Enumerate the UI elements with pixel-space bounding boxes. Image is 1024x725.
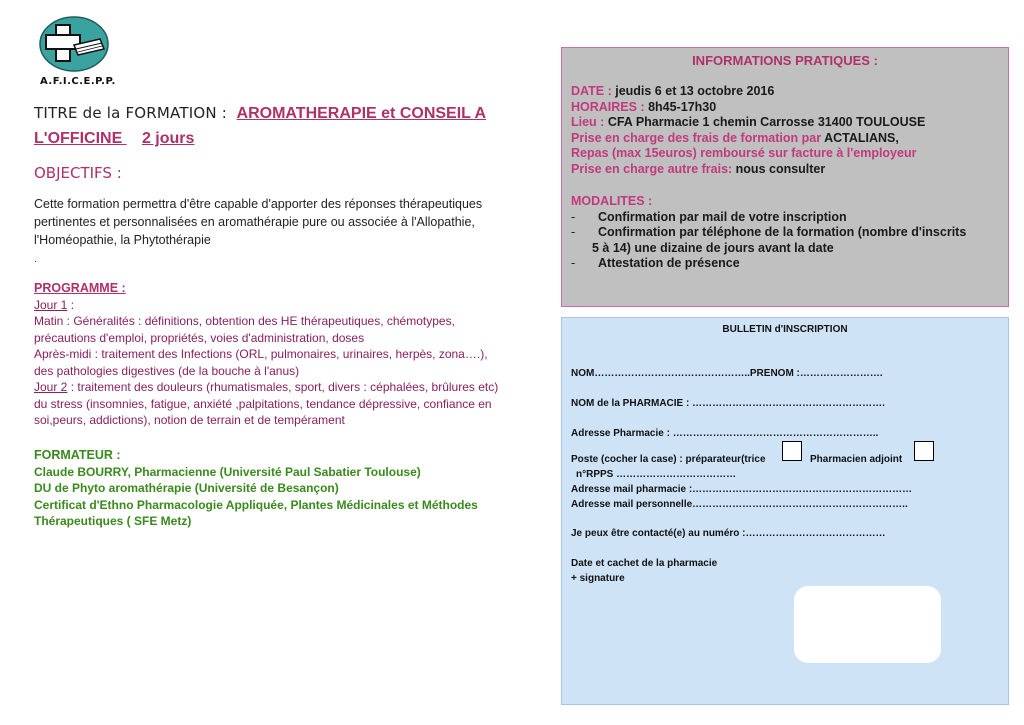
prise-en-charge-row — [571, 131, 1001, 147]
autres-frais-label: Prise en charge autre frais: — [571, 161, 736, 176]
horaires-label: HORAIRES : — [571, 99, 649, 114]
jour2-line2: du stress (insomnies, fatigue, anxiété ,palpitations, tendance dépressive, confiance en — [34, 396, 492, 411]
bullet-dash: - — [571, 256, 576, 270]
infos-title: INFORMATIONS PRATIQUES : — [692, 53, 878, 68]
repas-row: Repas (max 15euros) remboursé sur facture à l'employeur — [571, 146, 917, 160]
mail-pharmacie-field[interactable]: Adresse mail pharmacie :………………………………………………………… — [571, 484, 913, 495]
formateur-section — [34, 447, 524, 530]
signature-label: + signature — [571, 573, 625, 584]
jour2-label: Jour 2 — [34, 380, 68, 394]
training-title — [34, 104, 524, 123]
pharmacien-adjoint-checkbox[interactable] — [914, 441, 934, 461]
poste-label: Poste (cocher la case) : préparateur(trice — [571, 454, 766, 465]
modalite-text: Confirmation par mail de votre inscription — [598, 209, 847, 224]
pharmacien-adjoint-label: Pharmacien adjoint — [810, 454, 903, 465]
modalite-item — [571, 256, 1001, 272]
informations-pratiques-box — [561, 47, 1009, 307]
modalite-text: Attestation de présence — [598, 256, 740, 270]
duration: 2 jours — [141, 130, 195, 147]
matin-line2: précautions d'emploi, propriétés, voies d'administration, doses — [34, 330, 365, 345]
formateur-line: DU de Phyto aromathérapie (Université de Besançon) — [34, 481, 339, 495]
lieu-value: CFA Pharmacie 1 chemin Carrosse 31400 TOULOUSE — [607, 115, 926, 129]
bulletin-title: BULLETIN d'INSCRIPTION — [722, 324, 848, 335]
infos-details — [571, 84, 1001, 177]
jour2-text: : traitement des douleurs (rhumatismales, sport, divers : céphalées, brûlures etc) — [67, 380, 499, 394]
modalites-heading: MODALITES : — [571, 194, 653, 208]
modalites-section — [571, 194, 1001, 272]
modalite-continuation: 5 à 14) une dizaine de jours avant la date — [592, 240, 834, 255]
bullet-dash: - — [571, 225, 576, 239]
modalite-item — [571, 225, 1001, 241]
prise-value: ACTALIANS, — [824, 130, 899, 145]
rpps-field[interactable]: n°RPPS ……………………………… — [576, 469, 737, 480]
jour2-line3: soi,peurs, addictions), notion de terrain et de tempérament — [34, 413, 345, 427]
horaires-value: 8h45-17h30 — [648, 99, 717, 114]
autres-frais-row — [571, 162, 1001, 178]
matin-line: Matin : Généralités : définitions, obtention des HE thérapeutiques, chémotypes, — [34, 314, 455, 328]
apres-midi-line: Après-midi : traitement des Infections (ORL, pulmonaires, urinaires, herpès, zona….), — [34, 347, 488, 361]
title-label: TITRE de la FORMATION : — [34, 104, 227, 122]
stamp-signature-area[interactable] — [794, 586, 941, 663]
apres-midi-line2: des pathologies digestives (de la bouche à l'anus) — [34, 363, 300, 378]
formateur-line: Claude BOURRY, Pharmacienne (Université Paul Sabatier Toulouse) — [34, 464, 421, 479]
title-officine: L'OFFICINE — [34, 130, 127, 147]
date-label: DATE : — [571, 84, 616, 98]
telephone-field[interactable]: Je peux être contacté(e) au numéro :…………………………………… — [571, 528, 886, 539]
lieu-label: Lieu : — [571, 115, 608, 129]
nom-prenom-field[interactable]: NOM………………………………………..PRENOM :……………………. — [571, 368, 883, 379]
objectifs-heading: OBJECTIFS : — [34, 164, 122, 182]
afice-pp-logo — [38, 15, 110, 73]
formateur-line: Certificat d'Ethno Pharmacologie Appliquée, Plantes Médicinales et Méthodes — [34, 497, 478, 512]
modalite-item — [571, 210, 1001, 226]
logo-text: A.F.I.C.E.P.P. — [40, 76, 116, 87]
jour1-colon: : — [67, 297, 75, 312]
title-main: AROMATHERAPIE et CONSEIL A — [236, 105, 487, 122]
date-value: jeudis 6 et 13 octobre 2016 — [615, 84, 775, 98]
separator-dot: . — [34, 254, 38, 265]
nom-pharmacie-field[interactable]: NOM de la PHARMACIE : …………………………………………………. — [571, 398, 885, 409]
prise-label: Prise en charge des frais de formation par — [571, 130, 825, 145]
bulletin-inscription-form — [561, 317, 1009, 705]
formateur-heading: FORMATEUR : — [34, 448, 121, 462]
bullet-dash: - — [571, 209, 576, 224]
lieu-row — [571, 115, 1001, 131]
programme-heading: PROGRAMME : — [34, 281, 126, 295]
jour2-line — [34, 379, 524, 396]
horaires-row — [571, 100, 1001, 116]
jour1-heading — [34, 297, 524, 314]
preparateur-checkbox[interactable] — [782, 441, 802, 461]
objectifs-text: Cette formation permettra d'être capable d'apporter des réponses thérapeutiques pertinentes et personnalisées en aromathérapie pure ou associée à l'Allopathie, l'Homéopathie, la Phytothérapie — [34, 197, 483, 247]
formateur-line: Thérapeutiques ( SFE Metz) — [34, 514, 192, 528]
training-title-line2 — [34, 128, 194, 148]
jour1-label: Jour 1 — [34, 297, 68, 312]
date-row — [571, 84, 1001, 100]
adresse-pharmacie-field[interactable]: Adresse Pharmacie : …………………………………………………….. — [571, 428, 879, 439]
autres-frais-value: nous consulter — [735, 161, 826, 176]
mail-personnel-field[interactable]: Adresse mail personnelle……………………………………………………….. — [571, 499, 908, 510]
date-cachet-label: Date et cachet de la pharmacie — [571, 558, 718, 569]
programme-section — [34, 280, 524, 429]
modalite-text: Confirmation par téléphone de la formation (nombre d'inscrits — [598, 225, 967, 239]
